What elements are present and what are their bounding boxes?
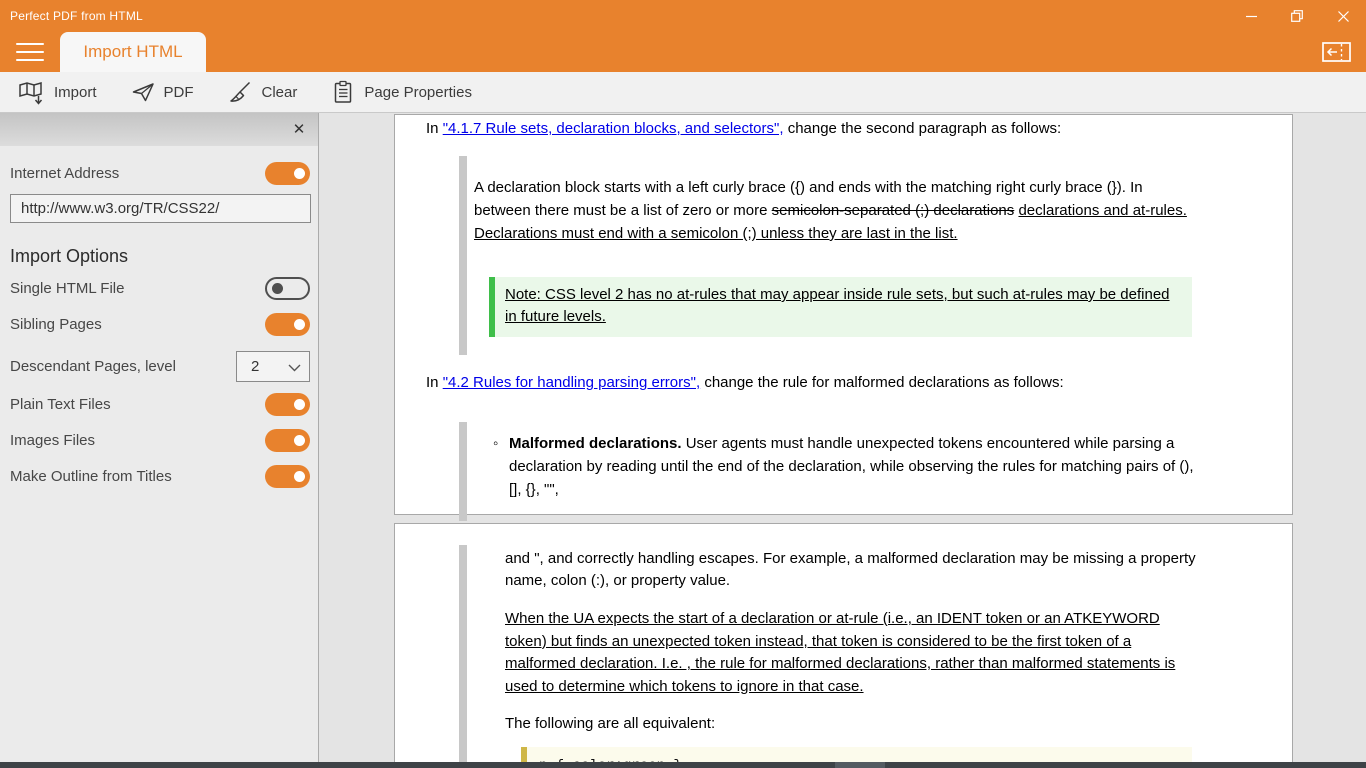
hamburger-menu-button[interactable] <box>16 43 44 61</box>
tab-bar <box>0 32 1366 72</box>
descendant-pages-row <box>10 351 310 382</box>
window-title: Perfect PDF from HTML <box>10 9 143 23</box>
single-html-file-toggle[interactable] <box>265 277 310 300</box>
malformed-declarations-item: ◦ Malformed declarations. User agents must handle unexpected tokens encountered while parsing a declaration by reading until the end of the declaration, while observing the rules for matching pairs of (), [], {}, "", <box>491 432 1202 501</box>
descendant-pages-label: Descendant Pages, level <box>10 358 176 375</box>
make-outline-toggle[interactable] <box>265 465 310 488</box>
close-icon <box>1338 11 1349 22</box>
single-html-file-label: Single HTML File <box>10 280 125 297</box>
page-properties-icon <box>331 80 355 104</box>
malformed-declarations-term: Malformed declarations. <box>509 435 682 452</box>
make-outline-row <box>10 465 310 488</box>
sidebar-body <box>0 146 318 488</box>
minimize-button[interactable] <box>1228 0 1274 32</box>
toolbar <box>0 72 1366 113</box>
tab-label: Import HTML <box>83 42 183 61</box>
blockquote-malformed-declarations <box>459 422 1242 521</box>
clear-label: Clear <box>261 83 298 101</box>
import-map-icon <box>18 80 45 105</box>
plain-text-files-row <box>10 393 310 416</box>
plain-text-files-label: Plain Text Files <box>10 396 111 413</box>
blockquote-continuation <box>459 545 1242 768</box>
pdf-label: PDF <box>163 83 194 101</box>
images-files-label: Images Files <box>10 432 96 449</box>
document-preview-area[interactable] <box>320 113 1366 768</box>
bottom-edge-bar <box>0 762 1366 768</box>
tab-import-html[interactable] <box>60 32 206 72</box>
deleted-text: semicolon-separated (;) declarations <box>771 202 1015 219</box>
single-html-file-row <box>10 277 310 300</box>
escapes-paragraph: and ", and correctly handling escapes. For example, a malformed declaration may be missing a property name, colon (:), or property value. <box>505 550 1196 589</box>
page-properties-button[interactable] <box>331 80 472 104</box>
internet-address-toggle[interactable] <box>265 162 310 185</box>
internet-address-input[interactable] <box>10 194 311 223</box>
internet-address-row <box>10 162 310 185</box>
pdf-button[interactable] <box>131 80 194 104</box>
sidebar-close-button[interactable]: ✕ <box>292 121 306 138</box>
sibling-pages-label: Sibling Pages <box>10 316 102 333</box>
sibling-pages-row <box>10 313 310 336</box>
change-instruction-1: In "4.1.7 Rule sets, declaration blocks, and selectors", change the second paragraph as follows: <box>426 120 1062 137</box>
declaration-block-paragraph: A declaration block starts with a left curly brace ({) and ends with the matching right curly brace (}). In between there must be a list of zero or more semicolon-separated (;) declarations declarations and at-rules. Declarations must end with a semicolon (;) unless they are last in the list. <box>474 179 1187 242</box>
restore-button[interactable] <box>1274 0 1320 32</box>
panel-toggle-button[interactable] <box>1322 41 1352 63</box>
section-417-link[interactable]: "4.1.7 Rule sets, declaration blocks, and selectors", <box>442 120 784 137</box>
equivalent-paragraph: The following are all equivalent: <box>505 715 716 732</box>
bottom-bar-thumb[interactable] <box>835 762 885 768</box>
note-text: Note: CSS level 2 has no at-rules that may appear inside rule sets, but such at-rules may be defined in future levels. <box>505 286 1170 325</box>
blockquote-declaration-block <box>459 156 1242 355</box>
make-outline-label: Make Outline from Titles <box>10 468 172 485</box>
hamburger-icon <box>16 43 44 45</box>
restore-icon <box>1291 10 1303 22</box>
change-instruction-2: In "4.2 Rules for handling parsing errors", change the rule for malformed declarations as follows: <box>426 374 1064 391</box>
panel-toggle-icon <box>1322 41 1352 63</box>
import-options-sidebar <box>0 113 319 768</box>
page-properties-label: Page Properties <box>364 83 472 101</box>
caption-buttons <box>1228 0 1366 32</box>
internet-address-label: Internet Address <box>10 165 120 182</box>
images-files-toggle[interactable] <box>265 429 310 452</box>
title-bar <box>0 0 1366 32</box>
import-options-heading: Import Options <box>10 246 129 266</box>
descendant-level-value: 2 <box>251 358 260 375</box>
document-page-1 <box>394 114 1293 515</box>
sidebar-header <box>0 113 318 146</box>
minimize-icon <box>1246 11 1257 22</box>
note-box <box>489 277 1192 337</box>
inserted-text: declarations and at-rules. Declarations must end with a semicolon (;) unless they are last in the list. <box>474 202 1187 242</box>
images-files-row <box>10 429 310 452</box>
pdf-send-icon <box>131 80 155 104</box>
close-button[interactable] <box>1320 0 1366 32</box>
import-button[interactable] <box>18 80 97 105</box>
descendant-level-dropdown[interactable] <box>236 351 310 382</box>
clear-button[interactable] <box>228 80 298 104</box>
clear-broom-icon <box>228 80 253 104</box>
ua-expects-paragraph: When the UA expects the start of a declaration or at-rule (i.e., an IDENT token or an ATKEYWORD token) but finds an unexpected token instead, that token is considered to be the first token of a malformed declaration. I.e. , the rule for malformed declarations, rather than malformed statements is used to determine which tokens to ignore in that case. <box>505 610 1176 695</box>
plain-text-files-toggle[interactable] <box>265 393 310 416</box>
import-label: Import <box>54 83 97 101</box>
document-page-2 <box>394 523 1293 768</box>
sibling-pages-toggle[interactable] <box>265 313 310 336</box>
chevron-down-icon <box>288 364 301 372</box>
section-42-link[interactable]: "4.2 Rules for handling parsing errors", <box>442 374 701 391</box>
